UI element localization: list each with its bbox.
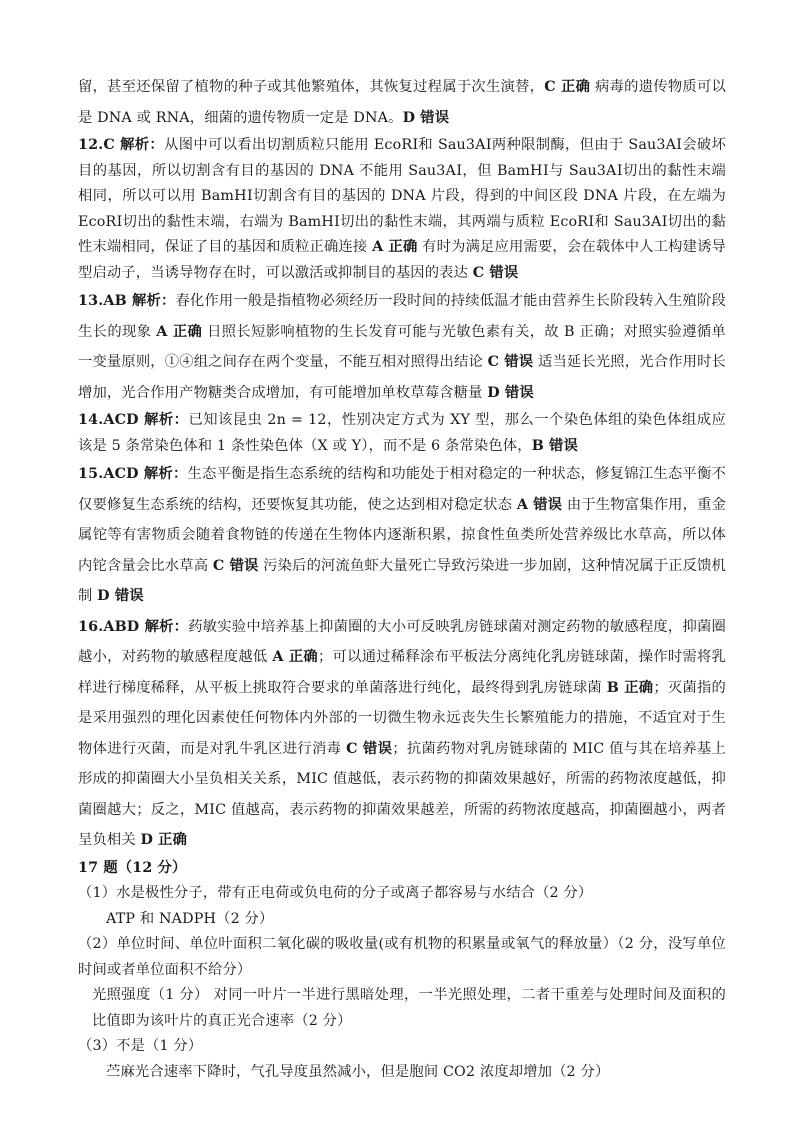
question-17-part-1b: ATP 和 NADPH（2 分）	[106, 910, 274, 927]
answer-16-text-4: ；抗菌药物对乳房链球菌的 MIC 值与其在培养基上形成的抑菌圈大小呈负相关关系，MIC 值越低，表示药物的抑菌效果越好，所需的药物浓度越低，抑菌圈越大；反之，MIC 值越高，表示药物的抑菌效果越差，所需的药物浓度越高，抑菌圈越小，两者呈负相关	[78, 740, 726, 848]
answer-13-text-3: 适当延长光照，光合作用时长增加，光合作用产物糖类合成增加，有可能增加单枚草莓含糖量	[78, 354, 726, 401]
intro-text-2: 病毒的遗传物质可以是 DNA 或 RNA，细菌的遗传物质一定是 DNA。	[78, 79, 726, 126]
question-17-part-2b: 光照强度（1 分） 对同一叶片一半进行黑暗处理，一半光照处理，二者干重差与处理时间及面积的比值即为该叶片的真正光合速率（2 分）	[92, 987, 726, 1029]
answer-14-label: 14.ACD 解析：	[78, 412, 189, 428]
answer-16-label: 16.ABD 解析：	[78, 618, 189, 635]
answer-14	[78, 408, 726, 459]
answer-13-text-2: 日照长短影响植物的生长发育可能与光敏色素有关，故 B 正确；对照实验遵循单一变量原则，①④组之间存在两个变量，不能互相对照得出结论	[78, 323, 726, 370]
question-17-part-1: （1）水是极性分子，带有正电荷或负电荷的分子或离子都容易与水结合（2 分）	[78, 885, 593, 901]
verdict-d-wrong: D 错误	[402, 109, 450, 126]
answer-16-verdict-c: C 错误	[346, 740, 393, 757]
answer-16	[78, 612, 726, 856]
answer-12-label: 12.C 解析：	[78, 137, 165, 153]
answer-15	[78, 459, 726, 612]
answer-16-text-3: ；灭菌指的是采用强烈的理化因素使任何物体内外部的一切微生物永远丧失生长繁殖能力的措施，不适宜对于生物体进行灭菌，而是对乳牛乳区进行消毒	[78, 679, 726, 757]
question-17-part-3: （3）不是（1 分）	[78, 1038, 203, 1054]
answer-14-text-1: 已知该昆虫 2n = 12，性别决定方式为 XY 型，那么一个染色体组的染色体组成应该是 5 条常染色体和 1 条性染色体（X 或 Y），而不是 6 条常染色体，	[78, 412, 726, 454]
question-17-heading: 17 题（12 分）	[78, 859, 187, 876]
answer-16-verdict-a: A 正确	[272, 649, 318, 665]
answer-15-text-1: 生态平衡是指生态系统的结构和功能处于相对稳定的一种状态，修复锦江生态平衡不仅要修复生态系统的结构，还要恢复其功能，使之达到相对稳定状态	[78, 466, 726, 513]
answer-12-verdict-a: A 正确	[372, 239, 418, 255]
intro-text-1: 留，甚至还保留了植物的种子或其他繁殖体，其恢复过程属于次生演替，	[78, 79, 545, 95]
answer-16-text-2: ；可以通过稀释涂布平板法分离纯化乳房链球菌，操作时需将乳样进行梯度稀释，从平板上挑取符合要求的单菌落进行纯化，最终得到乳房链球菌	[78, 649, 726, 696]
answer-15-verdict-a: A 错误	[516, 496, 563, 513]
answer-12-text-1: 从图中可以看出切割质粒只能用 EcoRⅠ和 Sau3AⅠ两种限制酶，但由于 Sau3AⅠ会破坏目的基因，所以切割含有目的基因的 DNA 不能用 Sau3AⅠ，但 BamHⅠ与 Sau3AⅠ切出的黏性末端相同，所以可以用 BamHⅠ切割含有目的基因的 DNA 片段，得到的中间区段 DNA 片段，在左端为 EcoRⅠ切出的黏性末端，右端为 BamHⅠ切出的黏性末端，其两端与质粒 EcoRⅠ和 Sau3AⅠ切出的黏性末端相同，保证了目的基因和质粒正确连接	[78, 137, 726, 255]
answer-15-text-2: 由于生物富集作用，重金属铊等有害物质会随着食物链的传递在生物体内逐渐积累，掠食性鱼类所处营养级比水草高，所以体内铊含量会比水草高	[78, 496, 727, 574]
answer-15-verdict-c: C 错误	[212, 557, 259, 574]
answer-16-verdict-b: B 正确	[606, 679, 654, 696]
answer-15-label: 15.ACD 解析：	[78, 466, 188, 482]
verdict-c-correct: C 正确	[544, 79, 591, 95]
answer-13-label: 13.AB 解析：	[78, 293, 176, 309]
answer-13	[78, 286, 726, 408]
answer-16-verdict-d: D 正确	[140, 832, 188, 848]
answer-13-verdict-a: A 正确	[156, 323, 203, 340]
answer-12	[78, 133, 726, 286]
answer-15-verdict-d: D 错误	[97, 588, 144, 604]
answer-16-text-1: 药敏实验中培养基上抑菌圈的大小可反映乳房链球菌对测定药物的敏感程度，抑菌圈越小，对药物的敏感程度越低	[78, 618, 726, 665]
answer-14-verdict-b: B 错误	[531, 437, 578, 454]
answer-13-verdict-d: D 错误	[487, 384, 534, 401]
answer-12-text-2: 有时为满足应用需要，会在载体中人工构建诱导型启动子，当诱导物存在时，可以激活或抑制目的基因的表达	[78, 239, 727, 281]
question-17-part-2: （2）单位时间、单位叶面积二氧化碳的吸收量(或有机物的积累量或氧气的释放量）（2 分，没写单位时间或者单位面积不给分）	[78, 936, 726, 978]
answer-12-verdict-c: C 错误	[472, 264, 519, 281]
paragraph-intro	[78, 72, 726, 133]
question-17-part-3b: 苎麻光合速率下降时，气孔导度虽然减小，但是胞间 CO2 浓度却增加（2 分）	[106, 1063, 610, 1080]
answer-13-text-1: 春化作用一般是指植物必须经历一段时间的持续低温才能由营养生长阶段转入生殖阶段生长的现象	[78, 293, 726, 340]
answer-13-verdict-c: C 错误	[487, 354, 534, 370]
answer-15-text-3: 污染后的河流鱼虾大量死亡导致污染进一步加剧，这种情况属于正反馈机制	[78, 557, 727, 604]
